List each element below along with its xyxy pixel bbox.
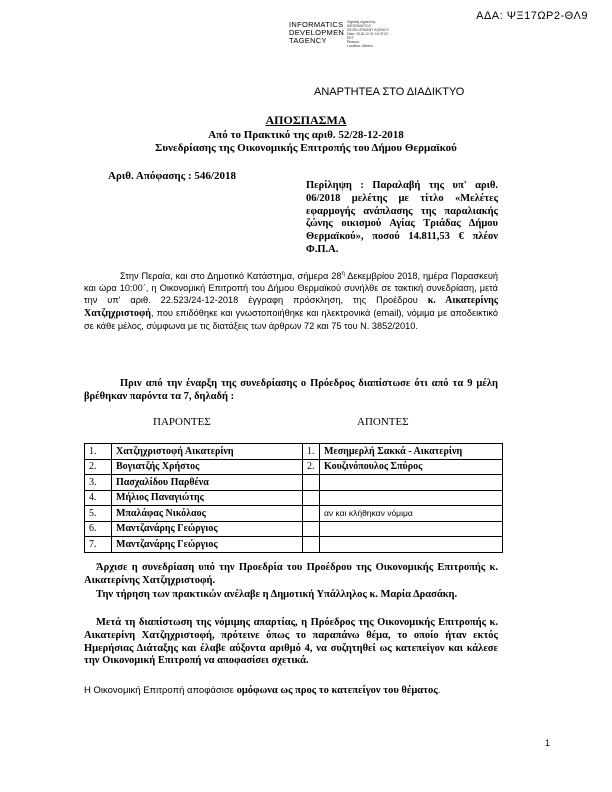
final-bold: ομόφωνα ως προς το κατεπείγον του θέματος xyxy=(236,685,438,696)
table-row xyxy=(85,506,503,522)
intro-text: , που επιδόθηκε και γνωστοποιήθηκε και ηλεκτρονικά (email), νόμιμα με αποδεικτικό σε κάθε μέλος, σύμφωνα με τις διατάξεις των άρθρων 72 και 75 του Ν. 3852/2010. xyxy=(84,308,498,332)
minutes-keeper-paragraph: Την τήρηση των πρακτικών ανέλαβε η Δημοτική Υπάλληλος κ. Μαρία Δρασάκη. xyxy=(96,589,458,600)
logo-line: DEVELOPMEN xyxy=(289,28,345,38)
signature-logo xyxy=(289,21,344,46)
present-member: Βογιατζής Χρήστος xyxy=(112,459,303,475)
signature-line: DEVELOPMENT AGENCY xyxy=(347,28,389,32)
table-row xyxy=(85,521,503,537)
present-member: Μπαλάφας Νικόλαος xyxy=(112,506,303,522)
final-text: . xyxy=(437,685,441,696)
absent-number xyxy=(303,506,320,522)
absent-member: Μεσημερλή Σακκά - Αικατερίνη xyxy=(320,444,503,460)
intro-text: Στην Περαία, και στο Δημοτικό Κατάστημα, σήμερα 28 xyxy=(120,271,342,282)
absent-number xyxy=(303,475,320,491)
signature-line: Reason: xyxy=(347,40,361,44)
intro-sup: η xyxy=(341,271,345,277)
signature-line: INFORMATICS xyxy=(347,24,371,28)
session-title: Συνεδρίασης της Οικονομικής Επιτροπής του Δήμου Θερμαϊκού xyxy=(155,142,457,154)
absent-member: αν και κλήθηκαν νόμιμα xyxy=(320,506,503,522)
page-number: 1 xyxy=(545,738,551,748)
digital-signature-text xyxy=(347,20,389,48)
absent-number xyxy=(303,537,320,553)
session-start-paragraph: Άρχισε η συνεδρίαση υπό την Προεδρία του Προέδρου της Οικονομικής Επιτροπής κ. Αικατερίνης Χατζηχριστοφή. xyxy=(84,562,498,586)
absent-member: Κουζινόπουλος Σπύρος xyxy=(320,459,503,475)
absent-number: 1. xyxy=(303,444,320,460)
intro-paragraph xyxy=(84,268,498,332)
decision-number: Αριθ. Απόφασης : 546/2018 xyxy=(108,170,236,182)
present-header: ΠΑΡΟΝΤΕΣ xyxy=(153,416,211,428)
logo-line: INFORMATICS xyxy=(289,20,344,29)
present-number: 5. xyxy=(85,506,112,522)
signature-line: Digitally signed by xyxy=(347,20,376,24)
present-number: 2. xyxy=(85,459,112,475)
absent-header: ΑΠΟΝΤΕΣ xyxy=(357,416,409,428)
present-member: Χατζηχριστοφή Αικατερίνη xyxy=(112,444,303,460)
intro-bold-name: κ. Αικατερίνης Χατζηχριστοφή xyxy=(84,295,498,320)
absent-member xyxy=(320,475,503,491)
table-row xyxy=(85,490,503,506)
present-number: 4. xyxy=(85,490,112,506)
absent-member xyxy=(320,521,503,537)
absent-number: 2. xyxy=(303,459,320,475)
table-row xyxy=(85,475,503,491)
present-member: Μήλιος Παναγιώτης xyxy=(112,490,303,506)
signature-line: Date: 2018.12.31 15:37:57 xyxy=(347,32,389,36)
absent-number xyxy=(303,521,320,537)
final-decision xyxy=(84,685,514,696)
signature-line: Location: Athens xyxy=(347,44,373,48)
present-member: Πασχαλίδου Παρθένα xyxy=(112,475,303,491)
quorum-paragraph: Πριν από την έναρξη της συνεδρίασης ο Πρόεδρος διαπίστωσε ότι από τα 9 μέλη βρέθηκαν παρόντα τα 7, δηλαδή : xyxy=(84,378,498,402)
present-number: 6. xyxy=(85,521,112,537)
ada-code: ΑΔΑ: ΨΞ17ΩΡ2-ΘΛ9 xyxy=(476,10,588,22)
logo-line: TAGENCY xyxy=(289,36,327,46)
absent-number xyxy=(303,490,320,506)
absent-member xyxy=(320,537,503,553)
present-number: 1. xyxy=(85,444,112,460)
publish-heading: ΑΝΑΡΤΗΤΕΑ ΣΤΟ ΔΙΑΔΙΚΤΥΟ xyxy=(314,86,465,98)
excerpt-title: ΑΠΟΣΠΑΣΜΑ xyxy=(265,113,347,127)
present-member: Μαντζανάρης Γεώργιος xyxy=(112,537,303,553)
table-row xyxy=(85,459,503,475)
present-number: 3. xyxy=(85,475,112,491)
signature-line: EET xyxy=(347,36,354,40)
absent-member xyxy=(320,490,503,506)
decision-summary: Περίληψη : Παραλαβή της υπ' αριθ. 06/2018 μελέτης με τίτλο «Μελέτες εφαρμογής ανάπλασης της παραλιακής ζώνης οικισμού Αγίας Τριάδας Δήμου Θερμαϊκού», ποσού 14.811,53 € πλέον Φ.Π.Α. xyxy=(306,180,498,255)
final-text: Η Οικονομική Επιτροπή αποφάσισε xyxy=(84,685,237,696)
present-number: 7. xyxy=(85,537,112,553)
minutes-reference: Από το Πρακτικό της αριθ. 52/28-12-2018 xyxy=(208,129,404,141)
table-row xyxy=(85,537,503,553)
attendance-table xyxy=(84,443,503,553)
intro-text: Δεκεμβρίου 2018, ημέρα Παρασκευή και ώρα 10:00΄, η Οικονομική Επιτροπή του Δήμου Θερμαϊκού συνήλθε σε τακτική συνεδρίαση, μετά την υπ' αριθ. 22.523/24-12-2018 έγγραφη πρόσκληση, της Προέδρου xyxy=(84,271,498,306)
present-member: Μαντζανάρης Γεώργιος xyxy=(112,521,303,537)
urgent-topic-paragraph: Μετά τη διαπίστωση της νόμιμης απαρτίας, η Πρόεδρος της Οικονομικής Επιτροπής κ. Αικατερίνη Χατζηχριστοφή, πρότεινε όπως το παραπάνω θέμα, το οποίο ήταν εκτός Ημερήσιας Διάταξης και έλαβε αύξοντα αριθμό 4, να συζητηθεί ως κατεπείγον και κάλεσε την Οικονομική Επιτροπή να αποφασίσει σχετικά. xyxy=(84,617,498,667)
table-row xyxy=(85,444,503,460)
